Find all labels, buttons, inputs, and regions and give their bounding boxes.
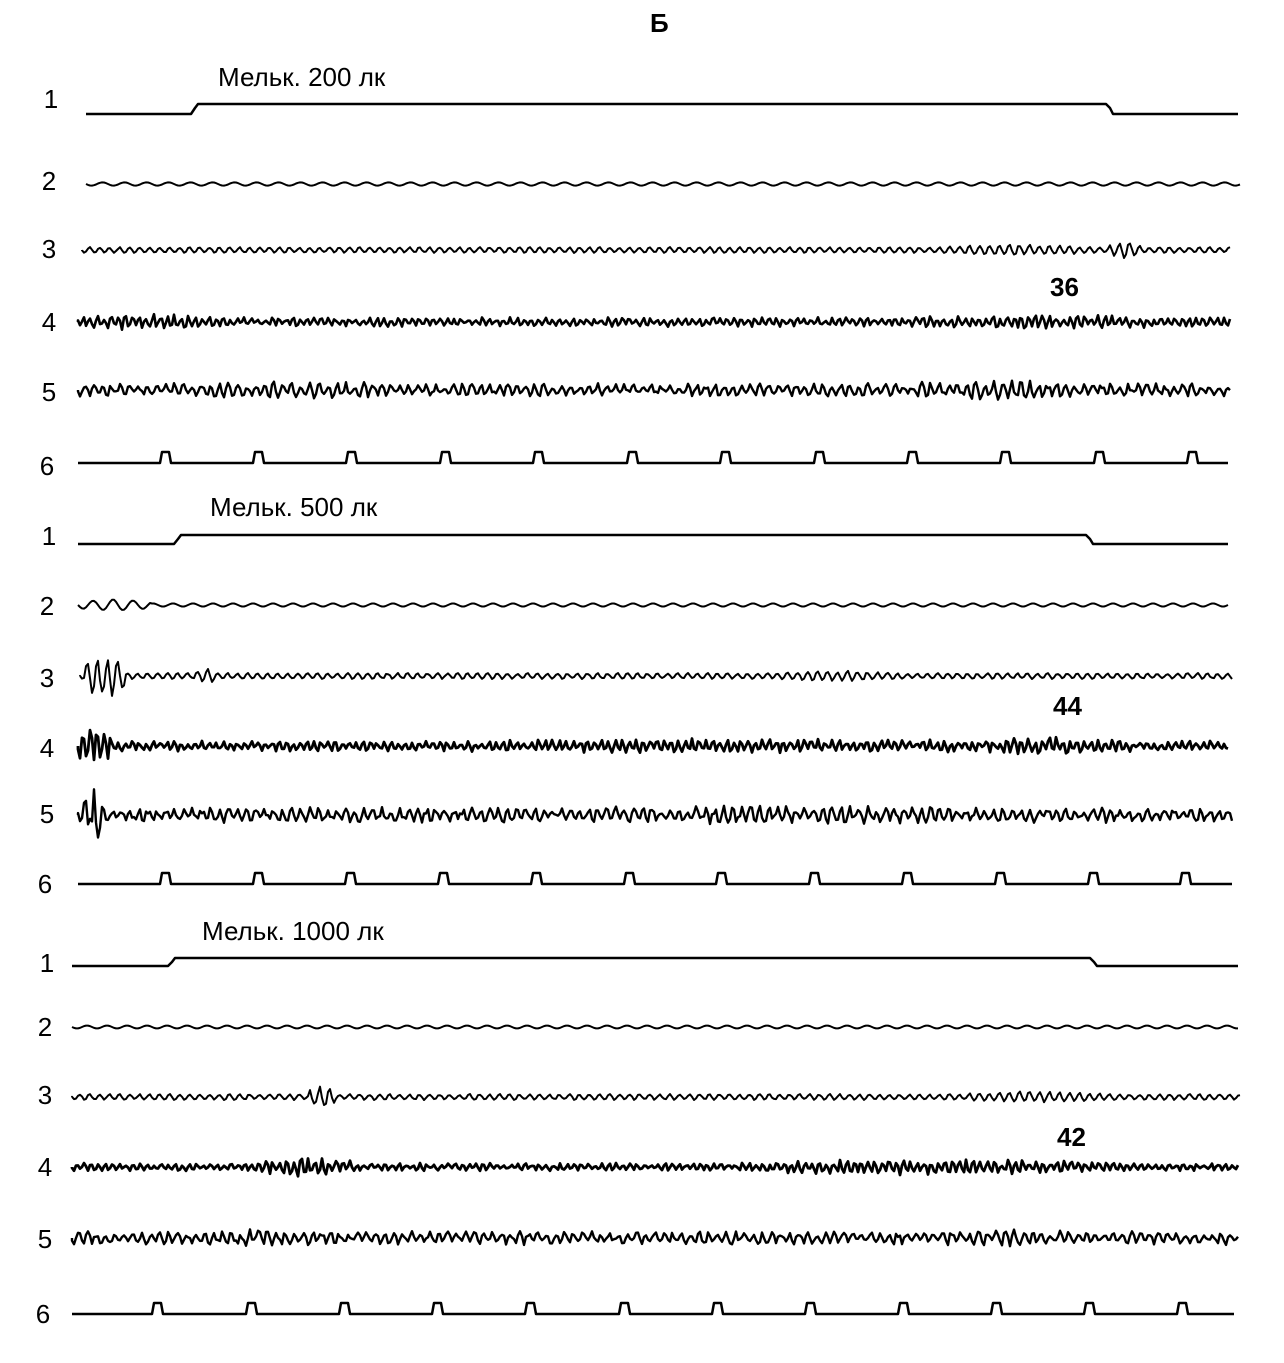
eeg-trace-b3-4 <box>72 1159 1238 1177</box>
trace-number-b2-5: 5 <box>39 799 55 829</box>
trace-number-b3-4: 4 <box>37 1152 53 1182</box>
trace-number-b1-1: 1 <box>43 84 59 114</box>
time-marker-b1 <box>78 452 1228 463</box>
stimulus-trace-b1 <box>86 104 1238 114</box>
trace-number-b2-4: 4 <box>39 733 55 763</box>
stimulus-label-block-3: Мельк. 1000 лк <box>202 916 384 946</box>
trace-number-b1-2: 2 <box>41 166 57 196</box>
eeg-trace-b3-3 <box>72 1087 1240 1105</box>
trace-number-b3-5: 5 <box>37 1224 53 1254</box>
stimulus-label-block-1: Мельк. 200 лк <box>218 62 386 92</box>
eeg-trace-b2-2 <box>78 600 1228 610</box>
frequency-mark-block-1: 36 <box>1050 272 1079 302</box>
eeg-trace-b1-2 <box>86 182 1240 185</box>
trace-number-b2-3: 3 <box>39 663 55 693</box>
figure-title: Б <box>650 8 669 38</box>
frequency-mark-block-3: 42 <box>1057 1122 1086 1152</box>
frequency-mark-block-2: 44 <box>1053 691 1082 721</box>
trace-number-b1-6: 6 <box>39 451 55 481</box>
stimulus-trace-b2 <box>78 535 1228 544</box>
time-marker-b3 <box>72 1303 1234 1314</box>
eeg-trace-b3-5 <box>72 1229 1238 1246</box>
trace-number-b2-6: 6 <box>37 869 53 899</box>
eeg-trace-b3-2 <box>72 1026 1238 1029</box>
trace-number-b3-2: 2 <box>37 1012 53 1042</box>
trace-number-b1-3: 3 <box>41 234 57 264</box>
stimulus-trace-b3 <box>72 958 1238 966</box>
eeg-trace-b1-5 <box>78 381 1230 400</box>
eeg-trace-b2-4 <box>78 730 1228 760</box>
trace-number-b3-6: 6 <box>35 1299 51 1329</box>
eeg-trace-b2-5 <box>78 789 1232 837</box>
time-marker-b2 <box>78 873 1232 884</box>
trace-number-b3-1: 1 <box>39 948 55 978</box>
trace-number-b3-3: 3 <box>37 1080 53 1110</box>
trace-number-b1-5: 5 <box>41 377 57 407</box>
trace-number-b2-1: 1 <box>41 521 57 551</box>
stimulus-label-block-2: Мельк. 500 лк <box>210 492 378 522</box>
trace-number-b1-4: 4 <box>41 307 57 337</box>
eeg-trace-b1-3 <box>82 244 1230 258</box>
trace-number-b2-2: 2 <box>39 591 55 621</box>
eeg-trace-b1-4 <box>78 314 1230 330</box>
